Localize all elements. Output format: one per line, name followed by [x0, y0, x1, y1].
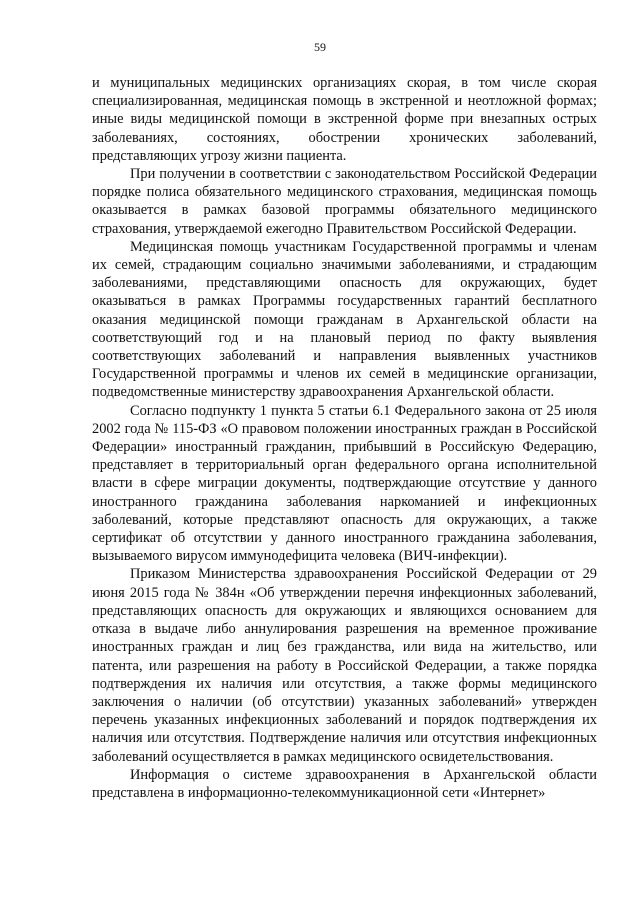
paragraph-federal-law-115: Согласно подпункту 1 пункта 5 статьи 6.1 Федерального закона от 25 июля 2002 года № 115-ФЗ «О правовом положении иностранных граждан в Российской Федерации» иностранный гражданин, прибывший в Российскую Федерацию, представляет в территориальный орган федерального органа исполнительной власти в сфере миграции документы, подтверждающие отсутствие у данного иностранного гражданина заболевания наркоманией и инфекционных заболеваний, которые представляют опасность для окружающих, а также сертификат об отсутствии у данного иностранного гражданина заболевания, вызываемого вирусом иммунодефицита человека (ВИЧ-инфекции).	[92, 402, 597, 565]
paragraph-continuation: и муниципальных медицинских организациях скорая, в том числе скорая специализированная, медицинская помощь в экстренной и неотложной формах; иные виды медицинской помощи в экстренной форме при внезапных острых заболеваниях, состояниях, обострении хронических заболеваний, представляющих угрозу жизни пациента.	[92, 75, 597, 164]
document-body	[92, 74, 597, 802]
paragraph-health-system-info: Информация о системе здравоохранения в Архангельской области представлена в информационно-телекоммуникационной сети «Интернет»	[92, 766, 597, 801]
paragraph-oms-policy: При получении в соответствии с законодательством Российской Федерации порядке полиса обязательного медицинского страхования, медицинская помощь оказывается в рамках базовой программы обязательного медицинского страхования, утверждаемой ежегодно Правительством Российской Федерации.	[92, 166, 597, 237]
paragraph-order-384n: Приказом Министерства здравоохранения Российской Федерации от 29 июня 2015 года № 384н «Об утверждении перечня инфекционных заболеваний, представляющих опасность для окружающих и являющихся основанием для отказа в выдаче либо аннулирования разрешения на временное проживание иностранных граждан и лиц без гражданства, или вида на жительство, или патента, или разрешения на работу в Российской Федерации, а также порядка подтверждения их наличия или отсутствия, а также формы медицинского заключения о наличии (об отсутствии) указанных заболеваний» утвержден перечень указанных инфекционных заболеваний и порядок подтверждения их наличия или отсутствия. Подтверждение наличия или отсутствия инфекционных заболеваний осуществляется в рамках медицинского освидетельствования.	[92, 566, 597, 765]
page-number: 59	[314, 40, 326, 54]
paragraph-medical-care-participants: Медицинская помощь участникам Государственной программы и членам их семей, страдающим социально значимыми заболеваниями, и страдающим заболеваниями, представляющими опасность для окружающих, будет оказываться в рамках Программы государственных гарантий бесплатного оказания медицинской помощи гражданам в Архангельской области на соответствующий год и на плановый период по факту выявления соответствующих заболеваний и направления выявленных участников Государственной программы и членов их семей в медицинские организации, подведомственные министерству здравоохранения Архангельской области.	[92, 238, 597, 401]
